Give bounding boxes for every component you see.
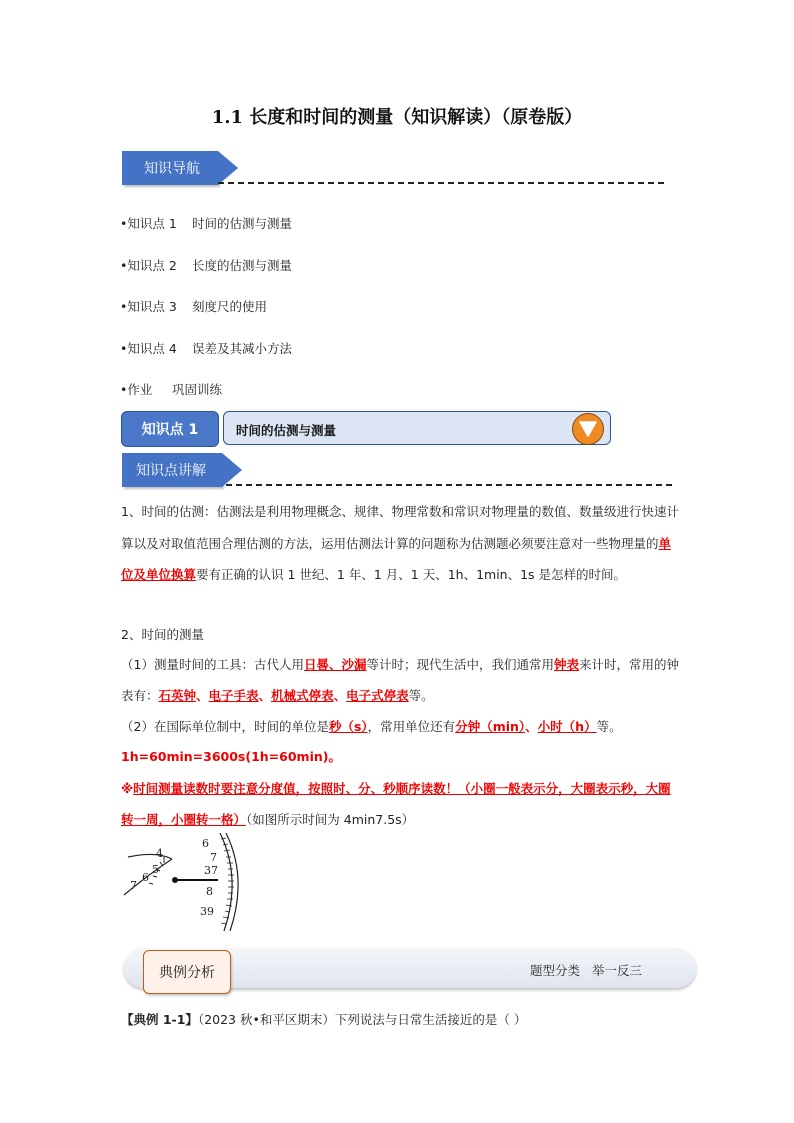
- paragraph-estimation: [121, 496, 681, 591]
- nav-item-1[interactable]: [120, 214, 292, 232]
- dashed-divider: [218, 182, 664, 184]
- text: 、: [525, 719, 538, 734]
- text: 等计时；现代生活中，我们通常用: [366, 657, 554, 672]
- highlight-text: 电子手表: [208, 688, 259, 703]
- knowledge-point-title: 时间的估测与测量: [236, 423, 337, 438]
- text: 等。: [408, 688, 434, 703]
- example-section-tags: [530, 961, 654, 979]
- tag-question-types: 题型分类: [530, 963, 581, 978]
- paragraph-conversion: 1h=60min=3600s(1h=60min)。: [121, 749, 341, 764]
- banner-arrow: [218, 151, 238, 185]
- nav-item-2[interactable]: [120, 256, 292, 274]
- small-dial-arc: [128, 854, 172, 859]
- nav-label: 巩固训练: [172, 382, 223, 397]
- nav-label: 刻度尺的使用: [192, 299, 268, 314]
- example-section-tab: 典例分析: [143, 950, 231, 994]
- small-dial-label: 7: [130, 879, 137, 892]
- example-question: [121, 1010, 526, 1028]
- nav-item-3[interactable]: [120, 297, 267, 315]
- stopwatch-figure: [120, 833, 245, 933]
- highlight-text: 小时（h）: [537, 719, 597, 734]
- paragraph-reading-note: [121, 773, 681, 835]
- text: 、: [196, 688, 209, 703]
- text: 、: [333, 688, 347, 703]
- nav-label: 长度的估测与测量: [192, 258, 293, 273]
- knowledge-point-title-box: [223, 411, 611, 445]
- nav-label: 时间的估测与测量: [192, 216, 293, 231]
- knowledge-point-header: [121, 411, 609, 445]
- highlight-text: 石英钟: [158, 688, 197, 703]
- text: ※: [121, 781, 134, 796]
- text: （如图所示时间为 4min7.5s）: [246, 812, 415, 827]
- highlight-text: 日晷、沙漏: [303, 657, 367, 672]
- text: 1、时间的估测：估测法是利用物理概念、规律、物理常数和常识对物理量的数值、数量级进行快速计算以及对取值范围合理估测的方法，运用估测法计算的问题称为估测题必须要注意对一些物理量的: [121, 504, 679, 551]
- highlight-text: 单位及单位换算: [121, 535, 672, 582]
- nav-code: •作业: [120, 382, 153, 397]
- text: （2）在国际单位制中，时间的单位是: [121, 719, 329, 734]
- big-dial-arc: [220, 833, 232, 931]
- highlight-text: 时间测量读数时要注意分度值，按照时、分、秒顺序读数！（小圈一般表示分，大圈表示秒，大圈转一周，小圈转一格）: [121, 781, 671, 827]
- nav-code: •知识点 4: [120, 341, 177, 356]
- big-dial-label: 8: [206, 885, 213, 898]
- highlight-text: 秒（s）: [328, 719, 368, 734]
- banner-label: 知识点讲解: [122, 453, 222, 487]
- text: 、: [258, 688, 272, 703]
- big-dial-label: 39: [200, 905, 214, 918]
- highlight-text: 电子式停表: [346, 688, 409, 703]
- highlight-text: 机械式停表: [271, 688, 334, 703]
- small-dial-label: 4: [156, 847, 163, 860]
- nav-code: •知识点 3: [120, 299, 177, 314]
- nav-item-homework[interactable]: [120, 380, 222, 398]
- page-title: 1.1 长度和时间的测量（知识解读）（原卷版）: [211, 107, 583, 128]
- expand-triangle-icon[interactable]: [572, 413, 604, 445]
- nav-label: 误差及其减小方法: [192, 341, 293, 356]
- paragraph-heading-time: 2、时间的测量: [121, 627, 204, 642]
- nav-item-4[interactable]: [120, 339, 292, 357]
- banner-label: 知识导航: [122, 151, 218, 185]
- text: 要有正确的认识 1 世纪、1 年、1 月、1 天、1h、1min、1s 是怎样的时间。: [196, 567, 627, 582]
- small-dial-label: 5: [152, 863, 159, 876]
- banner-arrow: [222, 453, 242, 487]
- section-banner-explain: [122, 453, 242, 487]
- paragraph-tools: [121, 649, 681, 711]
- text: ，常用单位还有: [367, 719, 456, 734]
- paragraph-units: [121, 711, 681, 742]
- nav-code: •知识点 1: [120, 216, 177, 231]
- big-dial-label: 6: [202, 837, 209, 850]
- small-dial-label: 6: [142, 871, 149, 884]
- big-dial-label: 37: [204, 864, 218, 877]
- nav-code: •知识点 2: [120, 258, 177, 273]
- text: （1）测量时间的工具：古代人用: [121, 657, 304, 672]
- dashed-divider: [226, 484, 672, 486]
- text: 等。: [596, 719, 622, 734]
- highlight-text: 分钟（min）: [455, 719, 526, 734]
- section-banner-nav: [122, 151, 238, 185]
- tag-practice: 举一反三: [592, 963, 643, 978]
- question-text: （2023 秋•和平区期末）下列说法与日常生活接近的是（ ）: [197, 1012, 527, 1027]
- highlight-text: 钟表: [554, 657, 580, 672]
- text: 来计时，常用的钟表有：: [121, 657, 680, 703]
- knowledge-point-label: 知识点 1: [121, 411, 219, 447]
- question-tag: 【典例 1-1】: [121, 1012, 198, 1027]
- big-dial-label: 7: [210, 851, 217, 864]
